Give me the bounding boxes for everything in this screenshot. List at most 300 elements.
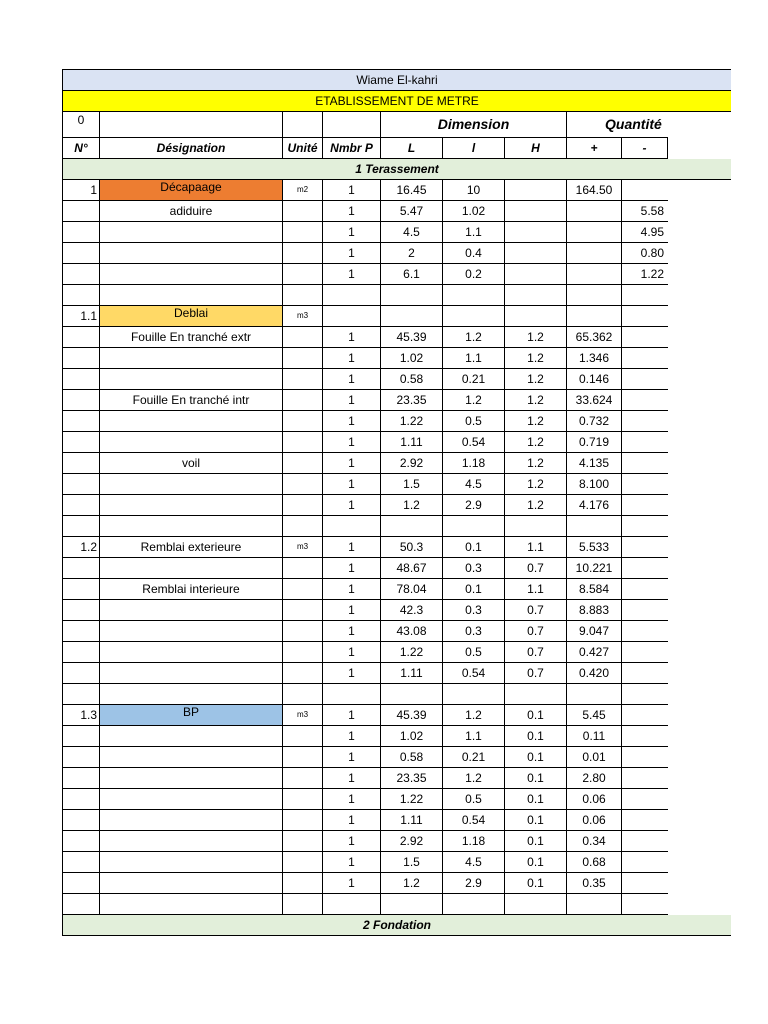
cell-number [62, 789, 100, 810]
cell-H: 1.1 [505, 579, 567, 600]
cell-plus [567, 684, 622, 705]
col-header-minus: - [622, 138, 668, 159]
cell-designation [100, 474, 283, 495]
cell-l [443, 516, 505, 537]
cell-designation [100, 243, 283, 264]
cell-plus: 0.146 [567, 369, 622, 390]
cell-minus: 1.22 [622, 264, 668, 285]
cell-designation: Fouille En tranché extr [100, 327, 283, 348]
table-row [62, 306, 731, 327]
cell-number [62, 621, 100, 642]
cell-designation [100, 747, 283, 768]
cell-H: 0.1 [505, 789, 567, 810]
table-row [62, 390, 731, 411]
cell-number [62, 222, 100, 243]
cell-unit [283, 810, 323, 831]
cell-H: 0.7 [505, 621, 567, 642]
cell-plus: 0.732 [567, 411, 622, 432]
cell-L: 48.67 [381, 558, 443, 579]
cell-H: 1.2 [505, 411, 567, 432]
cell-H: 0.1 [505, 705, 567, 726]
cell-nmbr: 1 [323, 747, 381, 768]
cell-designation [100, 285, 283, 306]
table-row [62, 285, 731, 306]
table-row [62, 180, 731, 201]
cell-L [381, 306, 443, 327]
author-name: Wiame El-kahri [356, 73, 438, 87]
cell-plus: 5.533 [567, 537, 622, 558]
cell-unit [283, 852, 323, 873]
cell-plus: 164.50 [567, 180, 622, 201]
cell-L: 1.2 [381, 495, 443, 516]
group-header-row [62, 111, 731, 138]
cell-unit [283, 768, 323, 789]
cell-L: 2 [381, 243, 443, 264]
table-row [62, 348, 731, 369]
cell-plus: 0.06 [567, 810, 622, 831]
cell-designation [100, 411, 283, 432]
cell-designation [100, 432, 283, 453]
cell-L: 50.3 [381, 537, 443, 558]
cell-plus: 1.346 [567, 348, 622, 369]
cell-unit: m2 [283, 180, 323, 201]
author-band [62, 69, 731, 91]
cell-designation [100, 684, 283, 705]
cell-L: 1.11 [381, 432, 443, 453]
cell-L: 1.02 [381, 726, 443, 747]
cell-L: 1.22 [381, 789, 443, 810]
table-row [62, 810, 731, 831]
cell-number [62, 747, 100, 768]
cell-H [505, 264, 567, 285]
cell-designation [100, 852, 283, 873]
cell-plus: 0.35 [567, 873, 622, 894]
cell-minus [622, 327, 668, 348]
cell-number [62, 852, 100, 873]
cell-H: 1.1 [505, 537, 567, 558]
cell-plus [567, 264, 622, 285]
cell-number [62, 558, 100, 579]
cell-nmbr: 1 [323, 453, 381, 474]
cell-minus [622, 789, 668, 810]
cell-minus [622, 537, 668, 558]
cell-H: 0.7 [505, 642, 567, 663]
cell-designation [100, 663, 283, 684]
cell-number [62, 831, 100, 852]
cell-number [62, 411, 100, 432]
cell-unit [283, 369, 323, 390]
cell-number [62, 264, 100, 285]
cell-unit [283, 495, 323, 516]
cell-nmbr: 1 [323, 852, 381, 873]
cell-l: 1.18 [443, 453, 505, 474]
cell-plus [567, 306, 622, 327]
cell-nmbr: 1 [323, 411, 381, 432]
table-row [62, 474, 731, 495]
cell-H: 1.2 [505, 453, 567, 474]
cell-unit [283, 684, 323, 705]
cell-unit [283, 642, 323, 663]
cell-H: 1.2 [505, 432, 567, 453]
table-row [62, 537, 731, 558]
cell-minus [622, 348, 668, 369]
col-header-unite: Unité [283, 138, 323, 159]
cell-plus: 8.584 [567, 579, 622, 600]
table-row [62, 579, 731, 600]
table-row [62, 768, 731, 789]
cell-minus [622, 558, 668, 579]
cell-H: 1.2 [505, 390, 567, 411]
empty-header-cell [283, 111, 323, 138]
cell-minus [622, 285, 668, 306]
cell-nmbr [323, 285, 381, 306]
cell-plus: 2.80 [567, 768, 622, 789]
cell-l: 0.1 [443, 537, 505, 558]
cell-H: 1.2 [505, 327, 567, 348]
cell-number [62, 768, 100, 789]
cell-number [62, 579, 100, 600]
cell-H: 0.7 [505, 558, 567, 579]
cell-H: 1.2 [505, 474, 567, 495]
cell-H: 1.2 [505, 348, 567, 369]
cell-number [62, 810, 100, 831]
cell-l: 1.2 [443, 705, 505, 726]
table-row [62, 873, 731, 894]
cell-H [505, 243, 567, 264]
title-band [62, 91, 731, 112]
table-row [62, 243, 731, 264]
cell-designation: Remblai interieure [100, 579, 283, 600]
cell-plus [567, 285, 622, 306]
cell-nmbr: 1 [323, 264, 381, 285]
cell-H [505, 222, 567, 243]
table-row [62, 432, 731, 453]
cell-minus [622, 516, 668, 537]
cell-designation: BP [100, 705, 283, 726]
cell-number [62, 642, 100, 663]
cell-nmbr: 1 [323, 327, 381, 348]
cell-plus: 33.624 [567, 390, 622, 411]
cell-nmbr: 1 [323, 831, 381, 852]
section-title: 2 Fondation [363, 918, 431, 932]
cell-H: 0.7 [505, 600, 567, 621]
cell-minus [622, 726, 668, 747]
cell-number [62, 600, 100, 621]
cell-nmbr: 1 [323, 348, 381, 369]
cell-minus [622, 810, 668, 831]
cell-unit [283, 411, 323, 432]
table-row [62, 684, 731, 705]
cell-unit [283, 327, 323, 348]
cell-minus [622, 663, 668, 684]
cell-unit: m3 [283, 306, 323, 327]
cell-L: 43.08 [381, 621, 443, 642]
cell-L: 1.2 [381, 873, 443, 894]
cell-l [443, 306, 505, 327]
cell-minus: 4.95 [622, 222, 668, 243]
cell-number: 1.3 [62, 705, 100, 726]
cell-designation [100, 600, 283, 621]
cell-nmbr: 1 [323, 537, 381, 558]
cell-L: 78.04 [381, 579, 443, 600]
cell-number [62, 453, 100, 474]
cell-nmbr: 1 [323, 621, 381, 642]
section-title: 1 Terassement [355, 162, 439, 176]
cell-designation [100, 369, 283, 390]
cell-plus: 0.11 [567, 726, 622, 747]
cell-designation [100, 894, 283, 915]
cell-L [381, 684, 443, 705]
cell-unit [283, 579, 323, 600]
cell-l: 0.21 [443, 369, 505, 390]
cell-l: 0.54 [443, 810, 505, 831]
col-header-L: L [381, 138, 443, 159]
cell-nmbr: 1 [323, 390, 381, 411]
cell-nmbr: 1 [323, 432, 381, 453]
cell-plus: 8.100 [567, 474, 622, 495]
cell-nmbr: 1 [323, 495, 381, 516]
title-row [62, 90, 731, 111]
cell-nmbr: 1 [323, 243, 381, 264]
cell-minus [622, 768, 668, 789]
cell-number [62, 201, 100, 222]
cell-l: 0.4 [443, 243, 505, 264]
table-row [62, 642, 731, 663]
cell-number [62, 726, 100, 747]
cell-plus: 0.427 [567, 642, 622, 663]
cell-unit [283, 222, 323, 243]
cell-minus [622, 852, 668, 873]
cell-plus [567, 201, 622, 222]
cell-unit [283, 789, 323, 810]
cell-minus: 5.58 [622, 201, 668, 222]
cell-L: 5.47 [381, 201, 443, 222]
table-row [62, 663, 731, 684]
cell-number [62, 516, 100, 537]
section-band [62, 915, 731, 936]
cell-H: 0.1 [505, 747, 567, 768]
cell-H: 1.2 [505, 369, 567, 390]
cell-L: 42.3 [381, 600, 443, 621]
cell-L: 45.39 [381, 705, 443, 726]
cell-l: 1.2 [443, 390, 505, 411]
cell-H: 0.1 [505, 768, 567, 789]
cell-l: 0.5 [443, 642, 505, 663]
cell-nmbr [323, 516, 381, 537]
col-header-designation: Désignation [100, 138, 283, 159]
cell-H [505, 684, 567, 705]
cell-unit [283, 474, 323, 495]
cell-unit [283, 663, 323, 684]
metre-sheet [62, 69, 731, 936]
cell-unit [283, 873, 323, 894]
cell-minus [622, 705, 668, 726]
cell-H: 1.2 [505, 495, 567, 516]
table-row [62, 558, 731, 579]
cell-l [443, 285, 505, 306]
cell-nmbr: 1 [323, 789, 381, 810]
cell-l: 1.1 [443, 222, 505, 243]
cell-designation [100, 558, 283, 579]
cell-l: 0.54 [443, 663, 505, 684]
cell-L: 1.5 [381, 852, 443, 873]
table-row [62, 495, 731, 516]
cell-designation [100, 516, 283, 537]
cell-nmbr: 1 [323, 222, 381, 243]
cell-l: 0.2 [443, 264, 505, 285]
cell-l: 4.5 [443, 474, 505, 495]
table-row [62, 453, 731, 474]
cell-minus [622, 579, 668, 600]
cell-l: 1.02 [443, 201, 505, 222]
table-row [62, 411, 731, 432]
cell-number [62, 873, 100, 894]
cell-minus [622, 369, 668, 390]
cell-nmbr: 1 [323, 474, 381, 495]
cell-nmbr: 1 [323, 768, 381, 789]
cell-plus: 0.06 [567, 789, 622, 810]
table-row [62, 747, 731, 768]
cell-number [62, 327, 100, 348]
cell-l: 1.18 [443, 831, 505, 852]
cell-number [62, 495, 100, 516]
cell-number [62, 894, 100, 915]
table-body [62, 180, 731, 915]
cell-plus: 10.221 [567, 558, 622, 579]
cell-plus: 0.01 [567, 747, 622, 768]
cell-minus [622, 495, 668, 516]
cell-number [62, 285, 100, 306]
cell-unit [283, 243, 323, 264]
cell-H [505, 894, 567, 915]
cell-nmbr: 1 [323, 726, 381, 747]
cell-l: 0.5 [443, 411, 505, 432]
cell-number [62, 684, 100, 705]
cell-l: 0.21 [443, 747, 505, 768]
cell-number [62, 348, 100, 369]
cell-unit [283, 600, 323, 621]
cell-L: 1.5 [381, 474, 443, 495]
cell-number [62, 432, 100, 453]
cell-plus: 8.883 [567, 600, 622, 621]
cell-l [443, 684, 505, 705]
table-row [62, 201, 731, 222]
cell-H: 0.1 [505, 810, 567, 831]
cell-nmbr: 1 [323, 369, 381, 390]
cell-plus: 65.362 [567, 327, 622, 348]
cell-minus [622, 453, 668, 474]
cell-l [443, 894, 505, 915]
cell-plus [567, 516, 622, 537]
empty-header-cell [100, 111, 283, 138]
cell-designation: voil [100, 453, 283, 474]
col-header-H: H [505, 138, 567, 159]
cell-H: 0.1 [505, 852, 567, 873]
cell-unit [283, 558, 323, 579]
cell-l: 0.3 [443, 621, 505, 642]
cell-designation [100, 495, 283, 516]
cell-plus [567, 222, 622, 243]
sheet-title: ETABLISSEMENT DE METRE [315, 94, 479, 108]
cell-l: 1.2 [443, 327, 505, 348]
cell-nmbr: 1 [323, 663, 381, 684]
cell-designation: Fouille En tranché intr [100, 390, 283, 411]
cell-unit [283, 348, 323, 369]
cell-designation [100, 222, 283, 243]
cell-L [381, 516, 443, 537]
table-row [62, 852, 731, 873]
cell-nmbr [323, 894, 381, 915]
cell-minus [622, 474, 668, 495]
cell-l: 0.1 [443, 579, 505, 600]
cell-L: 0.58 [381, 369, 443, 390]
table-row [62, 726, 731, 747]
cell-L: 1.11 [381, 663, 443, 684]
cell-number: 1.1 [62, 306, 100, 327]
cell-L [381, 285, 443, 306]
cell-plus: 4.176 [567, 495, 622, 516]
cell-number [62, 369, 100, 390]
cell-L: 1.22 [381, 642, 443, 663]
cell-nmbr: 1 [323, 873, 381, 894]
cell-designation [100, 642, 283, 663]
cell-plus: 0.68 [567, 852, 622, 873]
cell-L: 23.35 [381, 390, 443, 411]
cell-plus [567, 243, 622, 264]
cell-designation: adiduire [100, 201, 283, 222]
cell-minus [622, 873, 668, 894]
cell-L: 45.39 [381, 327, 443, 348]
cell-l: 10 [443, 180, 505, 201]
cell-designation [100, 348, 283, 369]
cell-plus: 5.45 [567, 705, 622, 726]
cell-H: 0.1 [505, 726, 567, 747]
cell-minus [622, 621, 668, 642]
cell-unit [283, 201, 323, 222]
cell-plus: 4.135 [567, 453, 622, 474]
cell-nmbr: 1 [323, 705, 381, 726]
quantite-header: Quantité [567, 111, 668, 138]
cell-H [505, 306, 567, 327]
cell-l: 0.3 [443, 600, 505, 621]
cell-plus: 0.34 [567, 831, 622, 852]
zero-cell: 0 [62, 111, 100, 138]
cell-unit [283, 453, 323, 474]
cell-minus [622, 642, 668, 663]
cell-minus [622, 600, 668, 621]
cell-L: 16.45 [381, 180, 443, 201]
cell-unit [283, 747, 323, 768]
cell-minus [622, 894, 668, 915]
section-row [62, 915, 731, 936]
cell-number [62, 663, 100, 684]
col-header-plus: + [567, 138, 622, 159]
author-row [62, 69, 731, 90]
cell-number [62, 390, 100, 411]
section-band [62, 159, 731, 180]
cell-unit [283, 264, 323, 285]
cell-L: 4.5 [381, 222, 443, 243]
cell-designation [100, 831, 283, 852]
cell-designation: Remblai exterieure [100, 537, 283, 558]
cell-H: 0.1 [505, 873, 567, 894]
cell-minus [622, 390, 668, 411]
cell-number: 1.2 [62, 537, 100, 558]
table-row [62, 789, 731, 810]
cell-plus: 9.047 [567, 621, 622, 642]
cell-number: 1 [62, 180, 100, 201]
table-row [62, 222, 731, 243]
